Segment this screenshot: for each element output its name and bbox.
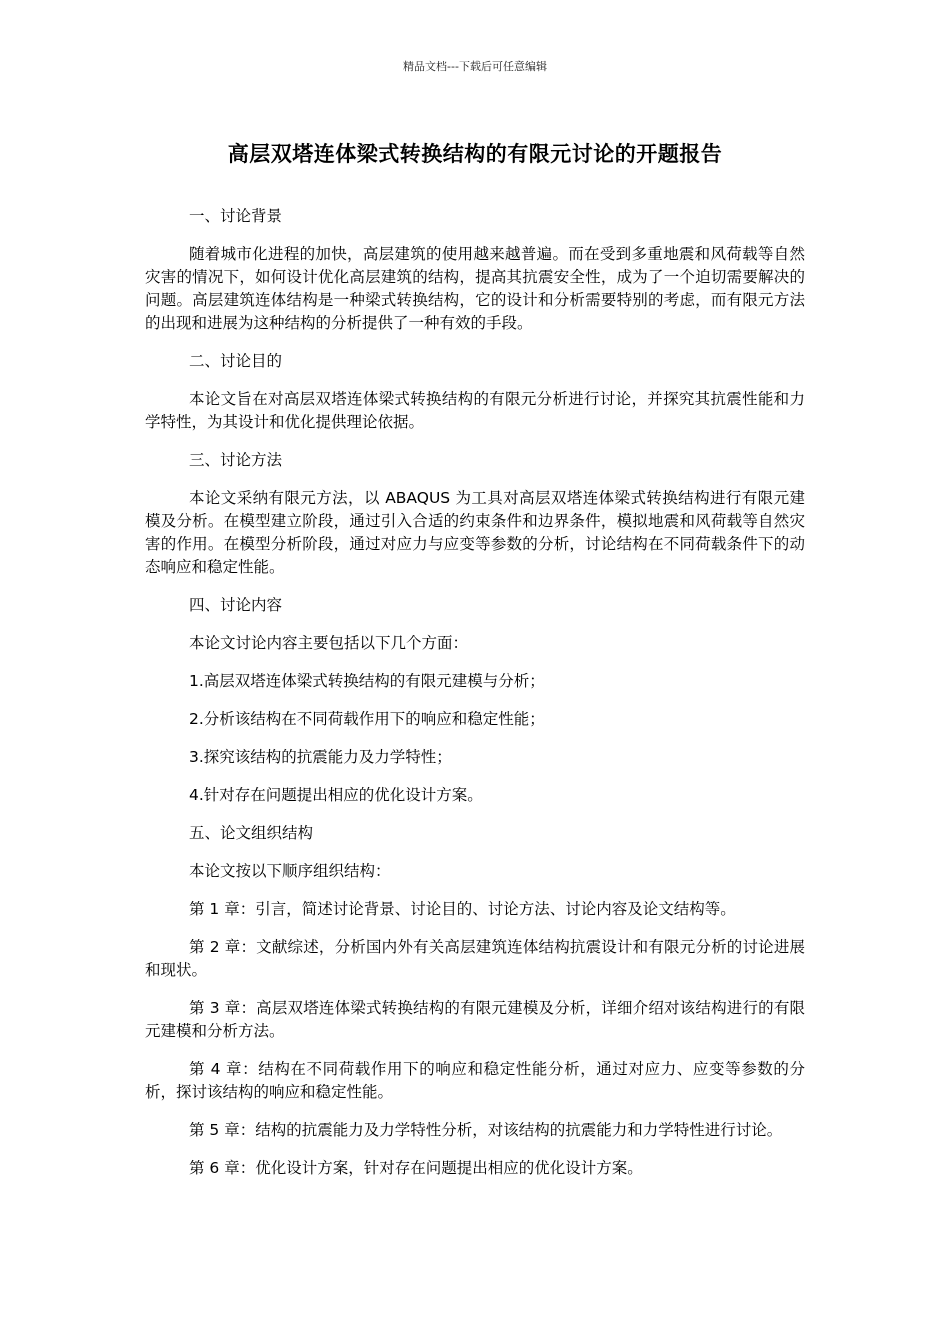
chapter-item: 第 1 章：引言，简述讨论背景、讨论目的、讨论方法、讨论内容及论文结构等。 (189, 900, 736, 918)
page-header: 精品文档---下载后可任意编辑 (403, 60, 547, 73)
paragraph-structure-intro: 本论文按以下顺序组织结构： (189, 862, 391, 880)
section-heading-content: 四、讨论内容 (189, 596, 283, 614)
section-heading-purpose: 二、讨论目的 (189, 352, 283, 370)
chapter-item: 第 6 章：优化设计方案，针对存在问题提出相应的优化设计方案。 (189, 1159, 643, 1177)
chapter-item: 第 5 章：结构的抗震能力及力学特性分析，对该结构的抗震能力和力学特性进行讨论。 (189, 1121, 783, 1139)
list-item: 2.分析该结构在不同荷载作用下的响应和稳定性能； (189, 710, 545, 728)
document-title: 高层双塔连体梁式转换结构的有限元讨论的开题报告 (227, 142, 723, 166)
paragraph-content-intro: 本论文讨论内容主要包括以下几个方面： (189, 634, 469, 652)
paragraph-background: 随着城市化进程的加快，高层建筑的使用越来越普遍。而在受到多重地震和风荷载等自然灾害的情况下，如何设计优化高层建筑的结构，提高其抗震安全性，成为了一个迫切需要解决的问题。高层建筑连体结构是一种梁式转换结构，它的设计和分析需要特别的考虑，而有限元方法的出现和进展为这种结构的分析提供了一种有效的手段。 (145, 245, 805, 332)
paragraph-method: 本论文采纳有限元方法，以 ABAQUS 为工具对高层双塔连体梁式转换结构进行有限元建模及分析。在模型建立阶段，通过引入合适的约束条件和边界条件，模拟地震和风荷载等自然灾害的作用。在模型分析阶段，通过对应力与应变等参数的分析，讨论结构在不同荷载条件下的动态响应和稳定性能。 (145, 489, 805, 576)
list-item: 1.高层双塔连体梁式转换结构的有限元建模与分析； (189, 672, 545, 690)
chapter-item: 第 4 章：结构在不同荷载作用下的响应和稳定性能分析，通过对应力、应变等参数的分析，探讨该结构的响应和稳定性能。 (145, 1060, 805, 1101)
list-item: 3.探究该结构的抗震能力及力学特性； (189, 748, 452, 766)
section-heading-background: 一、讨论背景 (189, 207, 283, 225)
section-heading-method: 三、讨论方法 (189, 451, 283, 469)
section-heading-structure: 五、论文组织结构 (189, 824, 314, 842)
list-item: 4.针对存在问题提出相应的优化设计方案。 (189, 786, 483, 804)
chapter-item: 第 2 章：文献综述，分析国内外有关高层建筑连体结构抗震设计和有限元分析的讨论进展和现状。 (145, 938, 805, 979)
document-body (145, 205, 805, 1195)
paragraph-purpose: 本论文旨在对高层双塔连体梁式转换结构的有限元分析进行讨论，并探究其抗震性能和力学特性，为其设计和优化提供理论依据。 (145, 390, 805, 431)
chapter-item: 第 3 章：高层双塔连体梁式转换结构的有限元建模及分析，详细介绍对该结构进行的有限元建模和分析方法。 (145, 999, 805, 1040)
